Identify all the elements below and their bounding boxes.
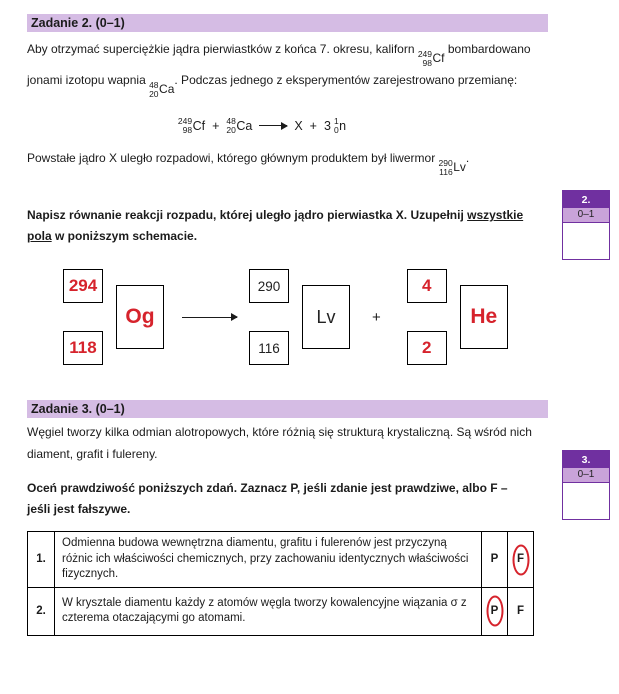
reaction-arrow-icon bbox=[259, 125, 287, 127]
atomic-number: 98 bbox=[422, 58, 433, 68]
true-option[interactable]: P bbox=[482, 588, 507, 635]
task2-instruction-text-2: w poniższym schemacie. bbox=[51, 229, 198, 244]
mass-number: 48 bbox=[226, 115, 236, 126]
atomic-number: 20 bbox=[149, 88, 159, 99]
statement-text: Odmienna budowa wewnętrzna diamentu, grafitu i fulerenów jest przyczyną różnic ich właściwości chemicznych, przy zachowaniu identycznych właściwości fizycznych. bbox=[55, 532, 482, 588]
nuclide-product-lv bbox=[249, 269, 350, 365]
element-symbol: Ca bbox=[159, 82, 175, 96]
table-row bbox=[28, 587, 534, 635]
task2-followup-text-1: Powstałe jądro X uległo rozpadowi, którego głównym produktem był liwermor bbox=[27, 150, 439, 165]
nuclide-reactant-og bbox=[63, 269, 164, 365]
atomic-number: 20 bbox=[226, 124, 236, 135]
false-option-cell[interactable] bbox=[508, 532, 534, 588]
isotope-cf-numbers bbox=[418, 50, 432, 68]
reactant-numbers-column bbox=[63, 269, 103, 365]
atomic-number-value: 118 bbox=[69, 338, 97, 358]
plus-sign: + bbox=[309, 118, 317, 133]
mass-number-value: 290 bbox=[257, 278, 281, 294]
reaction-arrow-icon bbox=[182, 317, 237, 319]
task2-intro-text-1: Aby otrzymać superciężkie jądra pierwiastków z końca 7. okresu, kaliforn bbox=[27, 42, 418, 56]
product-numbers-column bbox=[249, 269, 289, 365]
task2-score-box bbox=[562, 190, 610, 260]
task3-score-box bbox=[562, 450, 610, 520]
score-points-range: 0–1 bbox=[563, 208, 609, 223]
task3-header bbox=[27, 400, 548, 418]
element-symbol-value: He bbox=[470, 305, 498, 329]
product-x: X bbox=[294, 118, 303, 133]
isotope-ca-numbers bbox=[149, 81, 158, 99]
row-number: 2. bbox=[28, 587, 55, 635]
table-row bbox=[28, 532, 534, 588]
task2-followup-text-2: . bbox=[465, 150, 470, 165]
element-symbol-box bbox=[302, 285, 350, 349]
atomic-number-box[interactable] bbox=[63, 331, 103, 365]
score-task-number: 3. bbox=[563, 451, 609, 468]
false-option[interactable]: F bbox=[508, 532, 533, 587]
isotope-ca bbox=[149, 79, 174, 101]
true-false-table bbox=[27, 531, 534, 636]
isotope-ca-numbers bbox=[226, 117, 235, 135]
isotope-n-numbers bbox=[334, 117, 339, 135]
atomic-number-box[interactable] bbox=[407, 331, 447, 365]
mass-number-box bbox=[249, 269, 289, 303]
isotope-cf bbox=[178, 117, 205, 135]
isotope-lv bbox=[439, 157, 466, 179]
element-symbol-box[interactable] bbox=[116, 285, 164, 349]
atomic-number: 0 bbox=[333, 124, 339, 135]
task2-intro-paragraph bbox=[27, 39, 532, 101]
true-option-cell[interactable] bbox=[482, 532, 508, 588]
element-symbol: Ca bbox=[236, 118, 253, 133]
mass-number-box[interactable] bbox=[407, 269, 447, 303]
task3-instruction: Oceń prawdziwość poniższych zdań. Zaznacz P, jeśli zdanie jest prawdziwe, albo F – jeśli jest fałszywe. bbox=[27, 481, 508, 517]
isotope-cf-numbers bbox=[178, 117, 192, 135]
element-symbol: Lv bbox=[453, 159, 466, 174]
task2-header bbox=[27, 14, 548, 32]
mass-number-box[interactable] bbox=[63, 269, 103, 303]
true-option[interactable]: P bbox=[490, 552, 499, 565]
score-points-range: 0–1 bbox=[563, 468, 609, 483]
main-content bbox=[27, 14, 555, 636]
element-symbol-value: Lv bbox=[316, 306, 336, 327]
mass-number: 48 bbox=[149, 79, 159, 90]
mass-number-value: 4 bbox=[422, 276, 432, 296]
element-symbol: Cf bbox=[192, 118, 206, 133]
element-symbol: Cf bbox=[432, 51, 445, 66]
isotope-n bbox=[334, 117, 346, 135]
atomic-number-box bbox=[249, 331, 289, 365]
atomic-number-value: 2 bbox=[422, 338, 432, 358]
score-task-number: 2. bbox=[563, 191, 609, 208]
atomic-number: 98 bbox=[182, 124, 193, 135]
statement-text: W krysztale diamentu każdy z atomów węgla tworzy kowalencyjne wiązania σ z czterema otaczającymi go atomami. bbox=[55, 587, 482, 635]
neutron-coefficient: 3 bbox=[323, 118, 331, 133]
mass-number: 249 bbox=[417, 49, 433, 59]
nuclear-equation bbox=[27, 113, 497, 139]
element-symbol: n bbox=[339, 118, 347, 133]
atomic-number: 116 bbox=[439, 166, 453, 177]
element-symbol-value: Og bbox=[125, 305, 155, 329]
task2-instruction-text-1: Napisz równanie reakcji rozpadu, której uległo jądro pierwiastka X. Uzupełnij bbox=[27, 208, 468, 223]
mass-number-value: 294 bbox=[68, 276, 98, 296]
atomic-number-value: 116 bbox=[258, 340, 280, 356]
mass-number: 249 bbox=[177, 115, 193, 126]
reaction-scheme bbox=[63, 267, 555, 367]
plus-sign: + bbox=[372, 308, 381, 326]
true-option-cell[interactable] bbox=[482, 587, 508, 635]
plus-sign: + bbox=[212, 118, 220, 133]
isotope-lv-numbers bbox=[439, 159, 453, 177]
task3-header-label: Zadanie 3. (0–1) bbox=[31, 402, 125, 417]
row-number: 1. bbox=[28, 532, 55, 588]
task3-intro-paragraph: Węgiel tworzy kilka odmian alotropowych, które różnią się strukturą krystaliczną. Są wśród nich diament, grafit i fulereny. bbox=[27, 425, 532, 461]
task2-header-label: Zadanie 2. (0–1) bbox=[31, 16, 125, 30]
mass-number: 1 bbox=[333, 115, 339, 126]
element-symbol-box[interactable] bbox=[460, 285, 508, 349]
task2-instruction-underlined: wszystkie pola bbox=[27, 208, 524, 244]
helium-numbers-column bbox=[407, 269, 447, 365]
false-option-cell[interactable] bbox=[508, 587, 534, 635]
task2-intro-text-3: . Podczas jednego z eksperymentów zarejestrowano przemianę: bbox=[174, 72, 518, 87]
isotope-cf bbox=[418, 48, 445, 70]
task2-intro-text-2: bombardowano jonami izotopu wapnia bbox=[27, 42, 531, 87]
nuclide-product-he bbox=[407, 269, 508, 365]
false-option[interactable]: F bbox=[516, 604, 525, 617]
isotope-ca bbox=[226, 117, 252, 135]
task2-followup-paragraph bbox=[27, 148, 532, 179]
task2-instruction bbox=[27, 205, 532, 247]
mass-number: 290 bbox=[438, 157, 453, 168]
